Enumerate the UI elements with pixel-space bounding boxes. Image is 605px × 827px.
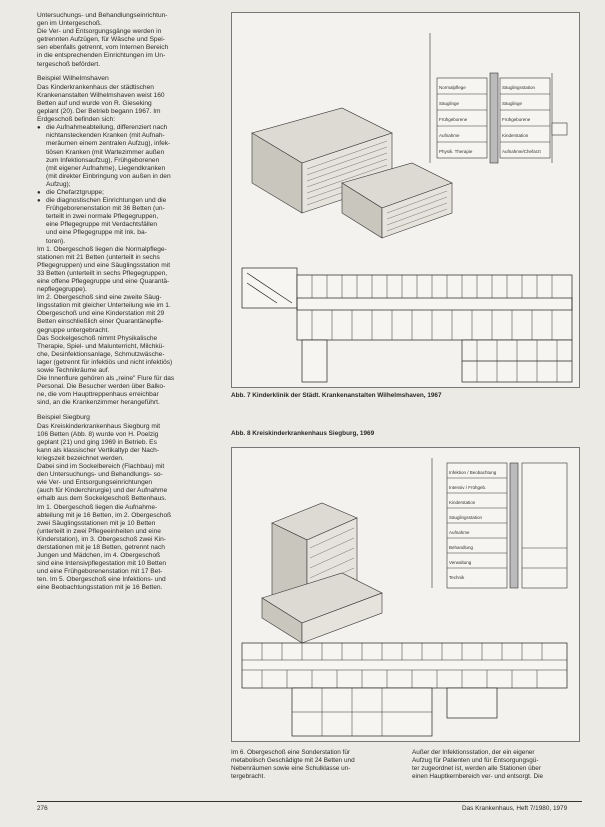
architectural-drawing-wilhelmshaven <box>232 13 579 387</box>
text-line: Außer der Infektionsstation, der ein eigener <box>412 749 535 756</box>
text-line: (mit eigener Aufnahme), Liegendkranken <box>46 164 166 172</box>
text-line: ● die Aufnahmeabteilung, differenziert nach <box>46 124 168 132</box>
text-line: Dabei sind im Sockelbereich (Flachbau) mit <box>37 463 165 471</box>
text-line: Krankenanstalten Wilhelmshaven weist 160 <box>37 91 165 99</box>
floor-label: Verwaltung <box>449 560 472 565</box>
section-label: Säuglinge <box>439 101 460 106</box>
text-line: derstationen mit je 18 Betten, getrennt nach <box>37 544 165 551</box>
text-line: (unterteilt in zwei Pflegeeinheiten und eine <box>37 527 161 535</box>
text-line: stationen mit 21 Betten (unterteilt in sechs <box>37 253 160 261</box>
text-line: und eine Pflegegruppe mit Ink. ba- <box>46 229 147 237</box>
text-line: sind eine Intensivpflegestation mit 10 Betten <box>37 560 167 568</box>
text-line: einen Hauptkernbereich ver- und entsorgt. Die <box>412 773 544 780</box>
section-label: Physik. Therapie <box>439 149 473 154</box>
text-line: erhalb aus dem Sockelgeschoß Bettenhaus. <box>37 495 167 503</box>
text-line: terteilt in zwei normale Pflegegruppen, <box>46 213 159 221</box>
text-line: geplant (21) und ging 1969 in Betrieb. Es <box>37 438 157 446</box>
axonometric-view <box>262 503 382 643</box>
text-line: getrennten Aufzügen, für Wäsche und Spei- <box>37 36 165 44</box>
text-line: lager (getrennt für infektiös und nicht infektiös) <box>37 358 173 366</box>
paragraph-siegburg <box>37 423 215 504</box>
bullet-item <box>37 189 215 197</box>
section-heading-siegburg: Beispiel Siegburg <box>37 413 90 421</box>
text-line: Jungen und Mädchen, im 4. Obergeschoß <box>37 552 161 560</box>
text-line: Untersuchungs- und Behandlungseinrichtun- <box>37 12 168 19</box>
floor-label: Technik <box>449 575 465 580</box>
footer-rule <box>37 801 582 802</box>
floor-label: Intensiv / Frühgeb. <box>449 485 487 490</box>
bottom-middle-paragraph <box>231 749 401 781</box>
text-line: sowie Technikräume auf. <box>37 367 110 375</box>
text-line: gegruppe untergebracht. <box>37 326 110 334</box>
text-line: eine offene Pflegegruppe und eine Quarantä- <box>37 278 170 285</box>
text-line: ten. Im 5. Obergeschoß eine Infektions- und <box>37 576 166 584</box>
bullet-item <box>37 197 215 246</box>
paragraph-basement <box>37 335 215 375</box>
text-line: Die Innenflure gehören als „reine" Flure für das <box>37 375 175 383</box>
paragraph-wilhelmshaven <box>37 84 215 124</box>
page-number: 276 <box>37 805 48 812</box>
paragraph-first-floor <box>37 246 215 295</box>
floor-plan <box>242 268 572 382</box>
left-text-column <box>37 12 215 593</box>
section-heading-wilhelmshaven: Beispiel Wilhelmshaven <box>37 74 109 82</box>
bottom-right-paragraph <box>412 749 582 781</box>
text-line: Kinderstation), im 3. Obergeschoß zwei Kin- <box>37 535 166 543</box>
text-line: toren). <box>46 237 66 245</box>
text-line: nichtansteckenden Kranken (mit Aufnah- <box>46 132 165 140</box>
text-line: ● die diagnostischen Einrichtungen und die <box>46 197 167 205</box>
text-line: Betten auf und wurde von R. Gieseking <box>37 99 152 107</box>
floor-label: Säuglingsstation <box>449 515 483 520</box>
architectural-drawing-siegburg <box>232 448 579 741</box>
text-line: (auch für Kinderchirurgie) und der Aufnahme <box>37 487 168 495</box>
figure-caption: Abb. 8 Kreiskinderkrankenhaus Siegburg, 1969 <box>231 430 375 437</box>
text-line: Im 2. Obergeschoß sind eine zweite Säug- <box>37 294 162 302</box>
text-line: Betten einschließlich einer Quarantänepfle- <box>37 318 164 326</box>
text-line: che, Desinfektionsanlage, Schmutzwäsche- <box>37 350 165 358</box>
section-label: Aufnahme/Chefarzt <box>502 149 541 154</box>
text-line: lingsstation mit gleicher Unterteilung wie im 1. <box>37 302 171 310</box>
text-line: ne, die vom Haupttreppenhaus erreichbar <box>37 391 159 399</box>
text-line: kann als klassischer Vertikaltyp der Nach- <box>37 446 160 454</box>
text-line: nepflegegruppe). <box>37 286 87 294</box>
text-line: gen im Untergeschoß. <box>37 20 102 28</box>
text-line: 33 Betten (unterteilt in sechs Pflegegruppen, <box>37 269 168 277</box>
text-line: Erdgeschoß befinden sich: <box>37 116 116 124</box>
text-line: den Untersuchungs- und Behandlungs- so- <box>37 471 163 479</box>
text-line: tiösen Kranken (mit Wartezimmer außen <box>46 148 165 156</box>
floor-label: Infektion / Beobachtung <box>449 470 497 475</box>
text-line: ter zugeordnet ist, werden alle Stationen über <box>412 765 541 772</box>
text-line: Frühgeborenenstation mit 36 Betten (un- <box>46 205 165 213</box>
text-line: zum Infektionsaufzug), Frühgeborenen <box>46 156 160 164</box>
section-label: Frühgeborene <box>502 117 531 122</box>
section-label: Säuglinge <box>502 101 523 106</box>
bullet-list <box>37 124 215 245</box>
axonometric-view <box>252 108 452 238</box>
text-line: Pflegegruppen) und eine Säuglingsstation mit <box>37 261 171 269</box>
text-line: geplant (20). Der Betrieb begann 1967. Im <box>37 108 161 116</box>
intro-paragraph <box>37 12 215 69</box>
text-line: sind, an die Krankenzimmer herangeführt. <box>37 399 160 407</box>
text-line: Personal. Die Besucher werden über Balko- <box>37 383 166 391</box>
journal-citation: Das Krankenhaus, Heft 7/1980, 1979 <box>462 805 568 812</box>
section-diagram <box>430 33 567 163</box>
text-line: wie Ver- und Entsorgungseinrichtungen <box>37 479 153 487</box>
text-line: Die Ver- und Entsorgungsgänge werden in <box>37 28 162 36</box>
text-line: Nebenräumen sowie eine Schulklasse un- <box>231 765 351 772</box>
text-line: eine Beobachtungsstation mit je 16 Betten. <box>37 584 163 592</box>
text-line: ● die Chefarztgruppe; <box>46 188 104 196</box>
bullet-item <box>37 124 215 189</box>
text-line: metabolisch Geschädigte mit 24 Betten und <box>231 757 355 764</box>
text-line: kriegszeit bezeichnet werden. <box>37 454 124 462</box>
text-line: Das Kinderkrankenhaus der städtischen <box>37 83 154 91</box>
section-label: Aufnahme <box>439 133 460 138</box>
floor-label: Kinderstation <box>449 500 476 505</box>
paragraph-second-floor <box>37 294 215 334</box>
section-label: Frühgeborene <box>439 117 468 122</box>
text-line: Im 1. Obergeschoß liegen die Aufnahme- <box>37 503 158 511</box>
text-line: in die entsprechenden Einrichtungen im Un- <box>37 52 166 60</box>
floor-plan <box>242 643 567 736</box>
floor-label: Aufnahme <box>449 530 470 535</box>
text-line: Obergeschoß und eine Kinderstation mit 29 <box>37 310 165 318</box>
figure-caption: Abb. 7 Kinderklinik der Städt. Krankenanstalten Wilhelmshaven, 1967 <box>231 392 442 399</box>
text-line: 106 Betten (Abb. 8) wurde von H. Poelzig <box>37 430 159 438</box>
section-diagram <box>432 458 567 588</box>
text-line: Das Kreiskinderkrankenhaus Siegburg mit <box>37 422 161 430</box>
text-line: (mit direkter Einbringung von außen in den <box>46 172 171 180</box>
paragraph-siegburg-floors <box>37 504 215 593</box>
text-line: zwei Säuglingsstationen mit je 10 Betten <box>37 519 156 527</box>
section-label: Kinderstation <box>502 133 529 138</box>
text-line: sen ebenfalls getrennt, vom Internen Bereich <box>37 44 169 52</box>
text-line: Das Sockelgeschoß nimmt Physikalische <box>37 334 158 342</box>
section-label: Normalpflege <box>439 85 466 90</box>
text-line: abteilung mit je 16 Betten, im 2. Obergeschoß <box>37 511 172 519</box>
figure-wilhelmshaven <box>231 12 580 388</box>
text-line: eine Pflegegruppe mit Verdachtsfällen <box>46 221 158 229</box>
figure-siegburg <box>231 447 580 742</box>
text-line: Aufzug für Patienten und für Entsorgungsgü- <box>412 757 539 764</box>
floor-label: Behandlung <box>449 545 474 550</box>
text-line: Im 1. Obergeschoß liegen die Normalpflege- <box>37 245 167 253</box>
section-label: Säuglingsstation <box>502 85 536 90</box>
text-line: tergebracht. <box>231 773 266 780</box>
paragraph-corridors <box>37 375 215 407</box>
text-line: und eine Frühgeborenenstation mit 17 Bet- <box>37 568 163 576</box>
text-line: Im 6. Obergeschoß eine Sonderstation für <box>231 749 351 756</box>
text-line: Aufzug); <box>46 180 71 188</box>
text-line: Therapie, Spiel- und Malunterricht, Milchkü- <box>37 342 165 350</box>
text-line: meräumen einem zentralen Aufzug), infek- <box>46 140 171 148</box>
text-line: tergeschoß befördert. <box>37 60 101 68</box>
